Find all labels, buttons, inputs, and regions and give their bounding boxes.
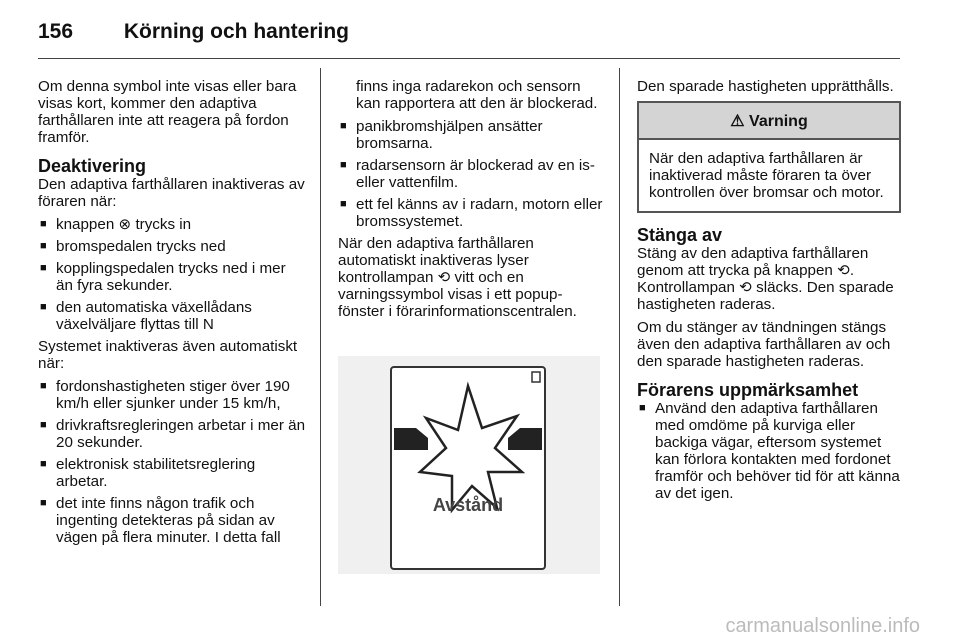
warning-title: ⚠ Varning: [639, 103, 899, 140]
display-label: Avstånd: [432, 495, 504, 515]
page-header: [38, 20, 349, 44]
section-heading: Deaktivering: [38, 156, 147, 176]
paragraph: Den adaptiva farthållaren inaktiveras av föraren när:: [38, 176, 305, 210]
column-3: [637, 78, 901, 507]
warning-icon: ⚠: [730, 113, 745, 130]
bullet-item: ■ den automatiska växellådans växelväljare flyttas till N: [38, 299, 306, 333]
bullet-item: ■ bromspedalen trycks ned: [38, 238, 306, 255]
column-divider: [320, 68, 321, 606]
column-divider: [619, 68, 620, 606]
bullet-item: ■ radarsensorn är blockerad av en is- eller vattenfilm.: [338, 157, 604, 191]
bullet-item: ■ panikbromshjälpen ansätter bromsarna.: [338, 118, 604, 152]
page-number: 156: [38, 20, 74, 43]
paragraph: Stäng av den adaptiva farthållaren genom att trycka på knappen ⟲. Kontrollampan ⟲ släcks. Den sparade hastigheten raderas.: [637, 245, 894, 313]
bullet-item: ■ det inte finns någon trafik och ingenting detekteras på sidan av vägen på flera minuter. I detta fall: [38, 495, 306, 546]
bullet-item: ■ kopplingspedalen trycks ned i mer än fyra sekunder.: [38, 260, 306, 294]
illustration: [338, 356, 600, 574]
paragraph: finns inga radarekon och sensorn kan rapportera att den är blockerad.: [356, 78, 598, 112]
bullet-item: ■ drivkraftsregleringen arbetar i mer än 20 sekunder.: [38, 417, 306, 451]
column-1: [38, 78, 306, 551]
paragraph: Om du stänger av tändningen stängs även den adaptiva farthållaren av och den sparade hastigheten raderas.: [637, 319, 891, 370]
section-heading: Stänga av: [637, 225, 723, 245]
paragraph: Om denna symbol inte visas eller bara visas kort, kommer den adaptiva farthållaren inte att reagera på fordon framför.: [38, 78, 297, 146]
display-panel: [390, 366, 546, 570]
bullet-item: ■ fordonshastigheten stiger över 190 km/h eller sjunker under 15 km/h,: [38, 378, 306, 412]
header-rule: [38, 58, 900, 59]
paragraph: När den adaptiva farthållaren automatiskt inaktiveras lyser kontrollampan ⟲ vitt och en varningssymbol visas i ett popup-fönster i förarinformationscentralen.: [338, 235, 577, 320]
collision-warning-icon: [392, 368, 544, 568]
page-title: Körning och hantering: [123, 20, 349, 43]
bullet-item: ■ elektronisk stabilitetsreglering arbetar.: [38, 456, 306, 490]
bullet-item: ■ knappen ⊗ trycks in: [38, 216, 306, 233]
paragraph: Den sparade hastigheten upprätthålls.: [637, 78, 894, 95]
watermark: carmanualsonline.info: [725, 615, 920, 637]
bullet-item: ■ Använd den adaptiva farthållaren med omdöme på kurviga eller backiga vägar, eftersom systemet kan förlora kontakten med fordonet framför och behöver tid för att känna av det igen.: [637, 400, 901, 502]
bullet-item: ■ ett fel känns av i radarn, motorn eller bromssystemet.: [338, 196, 604, 230]
column-2: [338, 78, 604, 326]
warning-box: [637, 101, 901, 213]
paragraph: Systemet inaktiveras även automatiskt när:: [38, 338, 298, 372]
section-heading: Förarens uppmärksamhet: [637, 380, 859, 400]
warning-body: När den adaptiva farthållaren är inaktiverad måste föraren ta över kontrollen över bromsar och motor.: [649, 150, 884, 201]
